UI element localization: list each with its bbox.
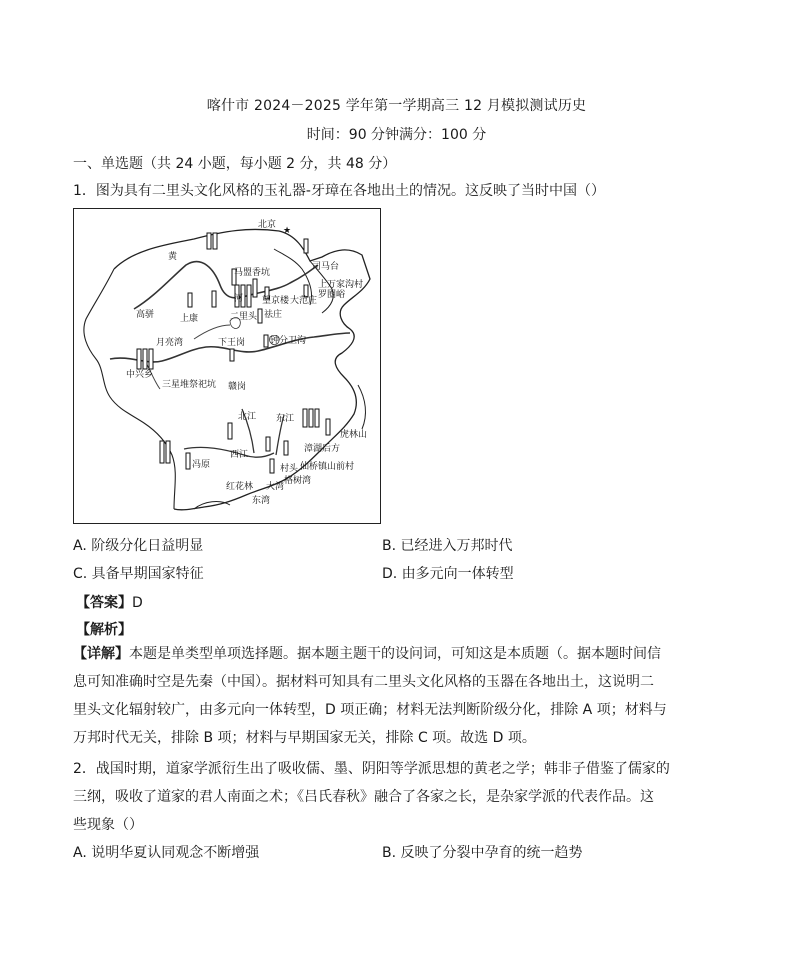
map-label-shanma: 司马台 — [312, 262, 340, 272]
zhang-marker — [253, 279, 257, 297]
question-2-stem — [73, 755, 723, 839]
zhang-marker — [207, 233, 211, 249]
map-label-zhongxingxiang: 中兴乡 — [126, 370, 154, 380]
map-label-dafanzhuang: 大范庄 — [290, 296, 318, 306]
map-label-fengyuan: 冯原 — [192, 460, 211, 470]
map-svg — [74, 209, 379, 522]
q1-analysis-tag — [76, 619, 132, 639]
analysis-tag: 【解析】 — [76, 622, 132, 638]
map-label-xianqiao: 仙桥镇山前村 — [300, 462, 355, 472]
answer-value: D — [132, 595, 143, 611]
map-label-cunou: 村头 — [280, 464, 299, 474]
detail-line: 息可知准确时空是先秦（中国）。据材料可知具有二里头文化风格的玉器在各地出土，这说明二 — [73, 674, 654, 690]
zhang-marker — [266, 437, 270, 451]
map-label-dawan: 大湾 — [266, 482, 285, 492]
q1-option-d: D. 由多元向一体转型 — [382, 566, 514, 582]
map-label-geshuwan: 格树湾 — [284, 476, 312, 486]
zhang-marker — [188, 293, 192, 307]
map-label-yueliangwan: 月亮湾 — [156, 338, 184, 348]
zhang-marker — [143, 349, 147, 369]
zhang-marker — [247, 285, 251, 307]
zhang-marker — [264, 335, 268, 347]
map-label-hulinshan: 虎林山 — [340, 430, 368, 440]
map-label-mazhuang: 马盟香坑 — [234, 268, 271, 278]
answer-tag: 【答案】 — [76, 595, 132, 611]
q1-detail — [73, 640, 723, 752]
map-label-shangkang: 上康 — [180, 314, 199, 324]
star-icon: ★ — [283, 226, 292, 236]
q1-option-c: C. 具备早期国家特征 — [73, 566, 204, 582]
zhang-marker — [166, 441, 170, 463]
q2-line: 三纲，吸收了道家的君人南面之术；《吕氏春秋》融合了各家之长，是杂家学派的代表作品。这 — [73, 789, 654, 805]
detail-line: 里头文化辐射较广，由多元向一体转型，D 项正确；材料无法判断阶级分化，排除 A 项；材料与 — [73, 702, 667, 718]
zhang-marker — [303, 409, 307, 427]
map-label-xiawanggang: 下王岗 — [218, 338, 246, 348]
zhang-marker — [258, 309, 262, 323]
jade-zhang-distribution-map — [73, 208, 381, 524]
zhang-marker — [137, 349, 141, 369]
zhang-marker — [186, 453, 190, 469]
map-label-beijing: 北京 — [258, 220, 277, 230]
map-label-tuzhuang: 祛庄 — [264, 310, 283, 320]
map-label-sanxingdui: 三星堆祭祀坑 — [162, 380, 217, 390]
map-label-denggang: 赣岗 — [228, 382, 247, 392]
map-label-he: 河 — [234, 294, 244, 304]
map-label-luoquan: 罗圈峪 — [318, 290, 346, 300]
q2-line: 些现象（） — [73, 817, 143, 833]
map-label-shanghu: 漳湖后方 — [304, 444, 341, 454]
q2-line: 2．战国时期，道家学派衍生出了吸收儒、墨、阴阳等学派思想的黄老之学；韩非子借鉴了儒家的 — [73, 761, 670, 777]
zhang-marker — [160, 441, 164, 463]
exam-subtitle: 时间：90 分钟满分：100 分 — [306, 127, 487, 143]
map-label-wangjing: 望京楼 — [262, 296, 290, 306]
q1-answer — [76, 592, 143, 612]
question-1-stem: 1．图为具有二里头文化风格的玉礼器-牙璋在各地出土的情况。这反映了当时中国（） — [73, 183, 605, 199]
q2-option-a: A. 说明华夏认同观念不断增强 — [73, 845, 260, 861]
zhang-marker — [213, 233, 217, 249]
taiwan-coast — [358, 385, 365, 429]
q1-option-b: B. 已经进入万邦时代 — [382, 538, 513, 554]
zhang-marker — [284, 441, 288, 455]
map-label-honghualin: 红花林 — [226, 482, 254, 492]
detail-line — [73, 640, 723, 668]
zhang-marker — [270, 459, 274, 473]
detail-text: 本题是单类型单项选择题。据本题主题干的设问词，可知这是本质题（。据本题时间信 — [129, 646, 661, 662]
section-heading: 一、单选题（共 24 小题，每小题 2 分，共 48 分） — [73, 156, 397, 172]
map-label-erlitou: 二里头 — [230, 312, 258, 322]
map-label-donwan: 东湾 — [252, 496, 271, 506]
map-label-zhongfen: 钟分卫沟 — [270, 336, 307, 346]
map-label-dongjiang: 东江 — [276, 414, 295, 424]
zhang-marker — [149, 349, 153, 369]
exam-title: 喀什市 2024－2025 学年第一学期高三 12 月模拟测试历史 — [206, 98, 587, 114]
map-label-huang: 黄 — [168, 252, 178, 262]
q2-option-b: B. 反映了分裂中孕育的统一趋势 — [382, 845, 583, 861]
map-label-xijiang: 西江 — [230, 450, 249, 460]
zhang-marker — [304, 239, 308, 253]
han-river — [194, 325, 230, 339]
zhang-marker — [315, 409, 319, 427]
detail-line: 万邦时代无关，排除 B 项；材料与早期国家无关，排除 C 项。故选 D 项。 — [73, 730, 536, 746]
zhang-marker — [326, 419, 330, 435]
detail-tag: 【详解】 — [73, 646, 129, 662]
zhang-marker — [228, 423, 232, 439]
zhang-marker — [230, 349, 234, 361]
map-label-beijiang: 北江 — [238, 412, 257, 422]
map-label-gaopian: 高骈 — [136, 310, 155, 320]
map-label-shangwanjia: 上万家沟村 — [318, 280, 364, 290]
q1-option-a: A. 阶级分化日益明显 — [73, 538, 204, 554]
zhang-marker — [212, 291, 216, 307]
zhang-marker — [309, 409, 313, 427]
